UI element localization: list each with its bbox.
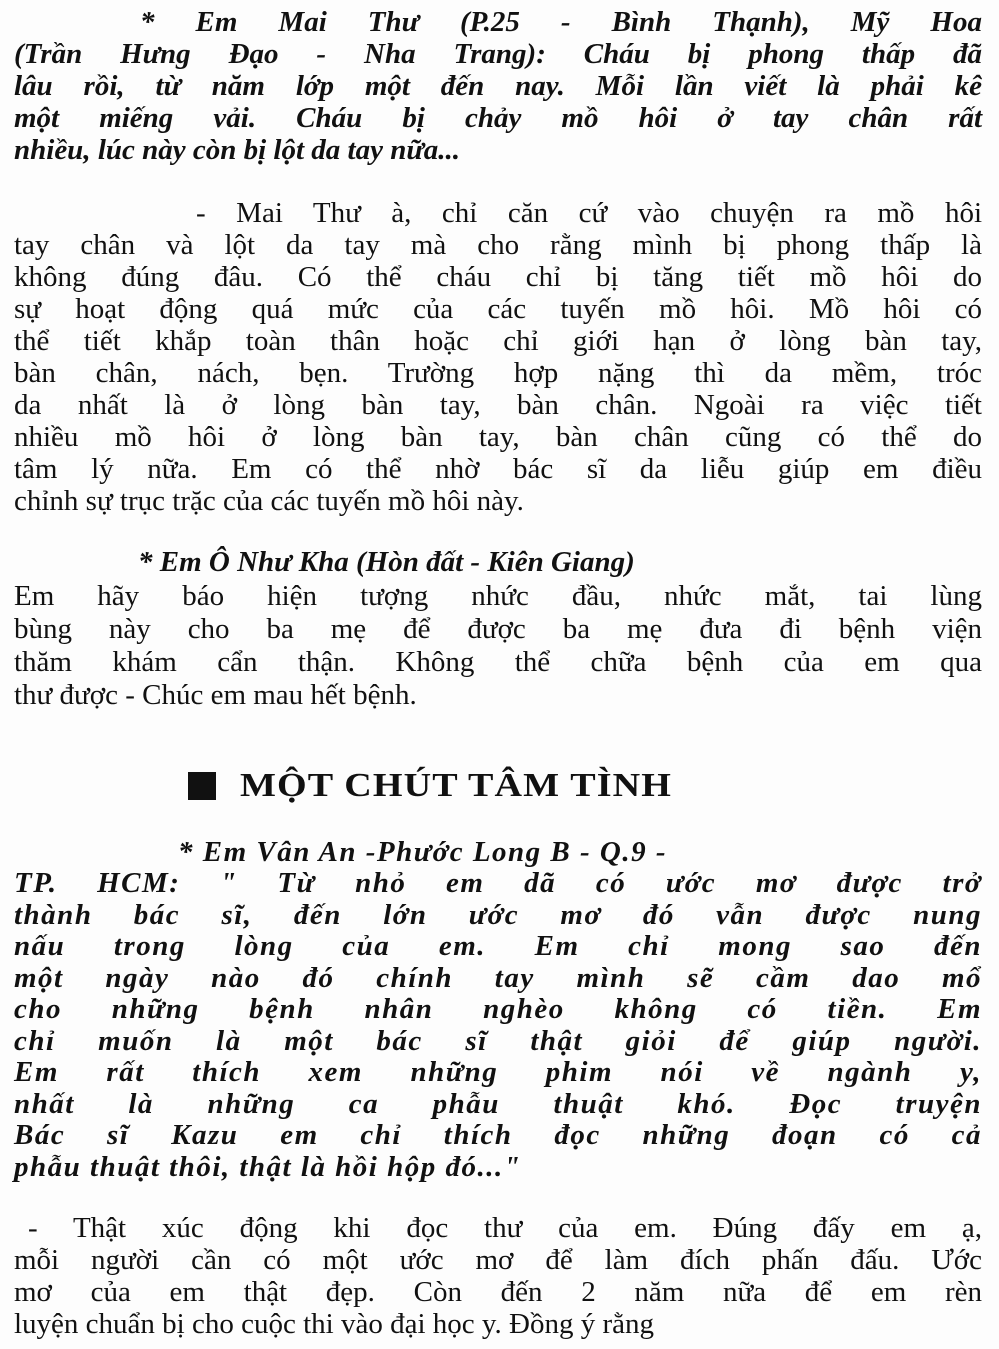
letter3-line: phẫu thuật thôi, thật là hồi hộp đó..."	[14, 1151, 522, 1183]
letter1-line: nhiều, lúc này còn bị lột da tay nữa...	[14, 134, 460, 166]
letter3-line: Em rất thích xem những phim nói về ngành y,	[14, 1056, 982, 1088]
reply1-line: bàn chân, nách, bẹn. Trường hợp nặng thì da mềm, tróc	[14, 357, 982, 389]
letter3-line: * Em Vân An -Phước Long B - Q.9 -	[178, 836, 668, 868]
reply1-line: da nhất là ở lòng bàn tay, bàn chân. Ngoài ra việc tiết	[14, 389, 982, 421]
reply3-line: - Thật xúc động khi đọc thư của em. Đúng đấy em ạ,	[28, 1212, 982, 1244]
reply1-line: - Mai Thư à, chỉ căn cứ vào chuyện ra mồ hôi	[196, 197, 982, 229]
letter3-line: một ngày nào đó chính tay mình sẽ cầm dao mổ	[14, 962, 982, 994]
letter3-line: TP. HCM: " Từ nhỏ em dã có ước mơ được trở	[14, 867, 982, 899]
letter3-line: chỉ muốn là một bác sĩ thật giỏi để giúp người.	[14, 1025, 982, 1057]
reply1-line: nhiều mồ hôi ở lòng bàn tay, bàn chân cũng có thể do	[14, 421, 982, 453]
reply3-line: mỗi người cần có một ước mơ để làm đích phấn đấu. Ước	[14, 1244, 982, 1276]
reply1-line: tâm lý nữa. Em có thể nhờ bác sĩ da liễu giúp em điều	[14, 453, 982, 485]
letter3-line: thành bác sĩ, đến lớn ước mơ đó vẫn được nung	[14, 899, 982, 931]
reply1-line: tay chân và lột da tay mà cho rằng mình bị phong thấp là	[14, 229, 982, 261]
letter2-title: * Em Ô Như Kha (Hòn đất - Kiên Giang)	[138, 546, 635, 578]
letter1-line: * Em Mai Thư (P.25 - Bình Thạnh), Mỹ Hoa	[140, 6, 982, 38]
square-bullet-icon	[188, 772, 216, 800]
reply3-line: luyện chuẩn bị cho cuộc thi vào đại học y. Đồng ý rằng	[14, 1308, 654, 1340]
letter2-line: thư được - Chúc em mau hết bệnh.	[14, 679, 417, 711]
reply1-line: chỉnh sự trục trặc của các tuyến mồ hôi này.	[14, 485, 524, 517]
reply1-line: không đúng đâu. Có thể cháu chỉ bị tăng tiết mồ hôi do	[14, 261, 982, 293]
letter2-line: bùng này cho ba mẹ để được ba mẹ đưa đi bệnh viện	[14, 613, 982, 645]
letter1-line: một miếng vải. Cháu bị chảy mồ hôi ở tay chân rất	[14, 102, 982, 134]
letter3-line: nhất là những ca phẫu thuật khó. Đọc truyện	[14, 1088, 982, 1120]
section-heading	[188, 764, 673, 808]
letter3-line: cho những bệnh nhân nghèo không có tiền. Em	[14, 993, 982, 1025]
reply1-line: thể tiết khắp toàn thân hoặc chỉ giới hạn ở lòng bàn tay,	[14, 325, 982, 357]
section-heading-text: MỘT CHÚT TÂM TÌNH	[240, 767, 673, 804]
letter1-line: lâu rồi, từ năm lớp một đến nay. Mỗi lần viết là phải kê	[14, 70, 982, 102]
letter3-line: Bác sĩ Kazu em chỉ thích đọc những đoạn có cả	[14, 1119, 982, 1151]
letter2-line: thăm khám cẩn thận. Không thể chữa bệnh của em qua	[14, 646, 982, 678]
letter3-line: nấu trong lòng của em. Em chỉ mong sao đến	[14, 930, 982, 962]
letter2-line: Em hãy báo hiện tượng nhức đầu, nhức mắt, tai lùng	[14, 580, 982, 612]
letter1-line: (Trần Hưng Đạo - Nha Trang): Cháu bị phong thấp đã	[14, 38, 982, 70]
reply1-line: sự hoạt động quá mức của các tuyến mồ hôi. Mồ hôi có	[14, 293, 982, 325]
reply3-line: mơ của em thật đẹp. Còn đến 2 năm nữa để em rèn	[14, 1276, 982, 1308]
